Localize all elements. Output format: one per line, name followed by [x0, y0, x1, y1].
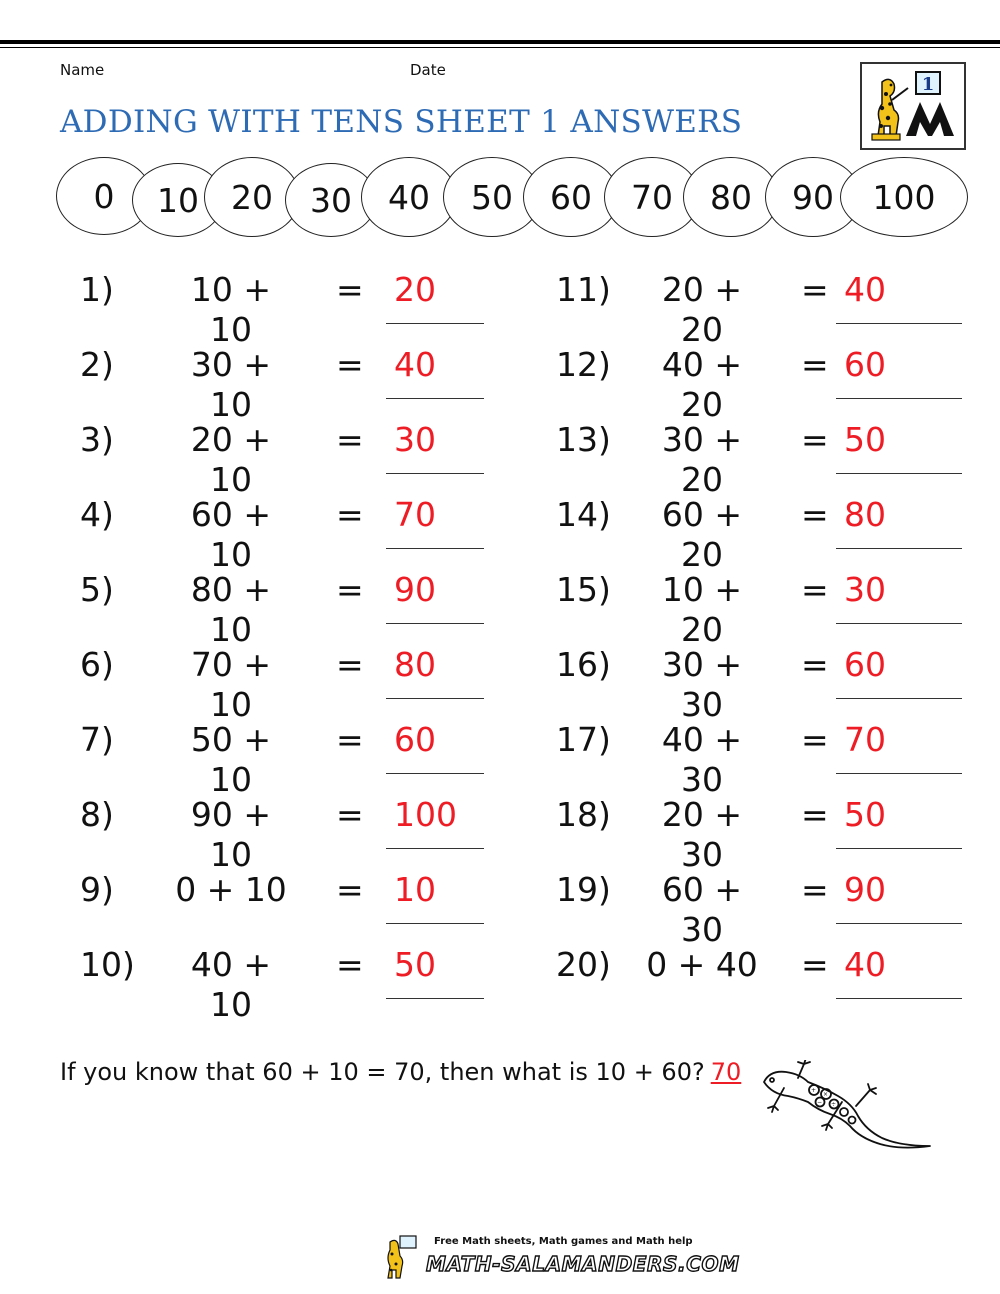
- answer-value: 30: [844, 570, 886, 609]
- problem-number: 7): [80, 720, 114, 759]
- problem-expression: 30 + 20: [661, 420, 743, 499]
- answer-line: [386, 773, 484, 774]
- problem-row: [80, 939, 540, 1024]
- problem-expression: 30 + 30: [661, 645, 743, 724]
- problem-row: [80, 489, 540, 574]
- answer-value: 100: [394, 795, 457, 834]
- equals-sign: =: [336, 345, 364, 384]
- problem-expression: 40 + 10: [190, 945, 272, 1024]
- problem-row: [80, 339, 540, 424]
- problem-expression: 80 + 10: [190, 570, 272, 649]
- problem-number: 10): [80, 945, 135, 984]
- equals-sign: =: [336, 270, 364, 309]
- equals-sign: =: [801, 495, 829, 534]
- answer-value: 10: [394, 870, 436, 909]
- answer-value: 60: [394, 720, 436, 759]
- number-oval: 60: [523, 157, 619, 237]
- equals-sign: =: [801, 345, 829, 384]
- answer-line: [386, 848, 484, 849]
- answer-value: 70: [394, 495, 436, 534]
- equals-sign: =: [336, 420, 364, 459]
- problem-number: 17): [556, 720, 611, 759]
- number-oval: 100: [840, 157, 968, 237]
- answer-value: 50: [844, 420, 886, 459]
- answer-value: 60: [844, 645, 886, 684]
- svg-text:÷: ÷: [831, 1101, 837, 1108]
- answer-line: [836, 398, 962, 399]
- answer-line: [836, 548, 962, 549]
- problem-number: 14): [556, 495, 611, 534]
- problem-row: [80, 564, 540, 649]
- answer-value: 50: [844, 795, 886, 834]
- bonus-question: [60, 1058, 741, 1086]
- answer-value: 20: [394, 270, 436, 309]
- answer-value: 60: [844, 345, 886, 384]
- footer-logo: [380, 1232, 740, 1282]
- number-line: [0, 0, 1000, 240]
- problem-row: [80, 264, 540, 349]
- answer-value: 80: [844, 495, 886, 534]
- answer-value: 90: [394, 570, 436, 609]
- problem-expression: 30 + 10: [190, 345, 272, 424]
- problem-row: [556, 489, 1000, 574]
- equals-sign: =: [336, 795, 364, 834]
- equals-sign: =: [801, 795, 829, 834]
- problem-number: 16): [556, 645, 611, 684]
- problem-number: 12): [556, 345, 611, 384]
- problem-expression: 10 + 10: [190, 270, 272, 349]
- problem-row: [556, 789, 1000, 874]
- problem-number: 4): [80, 495, 114, 534]
- footer-salamander-icon: [380, 1232, 426, 1280]
- number-oval: 10: [132, 163, 224, 237]
- problem-row: [80, 789, 540, 874]
- problem-row: [80, 414, 540, 499]
- equals-sign: =: [336, 720, 364, 759]
- problem-number: 2): [80, 345, 114, 384]
- problem-row: [556, 864, 1000, 949]
- answer-line: [386, 998, 484, 999]
- number-oval: 90: [765, 157, 861, 237]
- problem-row: [80, 714, 540, 799]
- problem-number: 18): [556, 795, 611, 834]
- problem-expression: 10 + 20: [661, 570, 743, 649]
- equals-sign: =: [336, 945, 364, 984]
- answer-line: [386, 623, 484, 624]
- answer-value: 90: [844, 870, 886, 909]
- problem-number: 6): [80, 645, 114, 684]
- footer-tagline: Free Math sheets, Math games and Math help: [434, 1236, 693, 1247]
- answer-line: [836, 698, 962, 699]
- equals-sign: =: [336, 570, 364, 609]
- svg-text:+: +: [811, 1087, 817, 1094]
- equals-sign: =: [801, 870, 829, 909]
- answer-value: 50: [394, 945, 436, 984]
- number-oval: 80: [683, 157, 779, 237]
- answer-line: [386, 473, 484, 474]
- footer-site-name: MATH-SALAMANDERS.COM: [426, 1252, 740, 1276]
- answer-line: [386, 398, 484, 399]
- answer-line: [836, 923, 962, 924]
- bonus-answer: 70: [710, 1058, 742, 1086]
- problem-expression: 20 + 20: [661, 270, 743, 349]
- answer-line: [836, 473, 962, 474]
- equals-sign: =: [801, 270, 829, 309]
- number-oval: 30: [285, 163, 377, 237]
- problem-row: [556, 414, 1000, 499]
- problem-number: 1): [80, 270, 114, 309]
- date-label: Date: [410, 61, 446, 79]
- equals-sign: =: [336, 495, 364, 534]
- answer-line: [386, 923, 484, 924]
- answer-line: [836, 323, 962, 324]
- number-oval: 20: [204, 157, 300, 237]
- problem-row: [556, 339, 1000, 424]
- problem-expression: 90 + 10: [190, 795, 272, 874]
- problem-number: 15): [556, 570, 611, 609]
- answer-line: [836, 848, 962, 849]
- problem-row: [556, 939, 1000, 1014]
- svg-text:×: ×: [823, 1091, 829, 1098]
- answer-value: 40: [844, 270, 886, 309]
- problem-expression: 0 + 10: [175, 870, 287, 909]
- equals-sign: =: [801, 570, 829, 609]
- problem-number: 8): [80, 795, 114, 834]
- problem-row: [80, 639, 540, 724]
- equals-sign: =: [801, 945, 829, 984]
- answer-value: 40: [844, 945, 886, 984]
- answer-line: [836, 773, 962, 774]
- problem-expression: 50 + 10: [190, 720, 272, 799]
- svg-text:−: −: [817, 1099, 823, 1106]
- number-oval: 0: [56, 157, 152, 235]
- problem-row: [556, 714, 1000, 799]
- problem-number: 9): [80, 870, 114, 909]
- problem-number: 19): [556, 870, 611, 909]
- problem-row: [556, 264, 1000, 349]
- problem-expression: 60 + 10: [190, 495, 272, 574]
- answer-line: [386, 698, 484, 699]
- number-oval: 40: [361, 157, 457, 237]
- problem-row: [80, 864, 540, 939]
- number-oval: 50: [443, 157, 541, 237]
- answer-line: [386, 323, 484, 324]
- problem-row: [556, 564, 1000, 649]
- answer-line: [386, 548, 484, 549]
- problem-expression: 40 + 30: [661, 720, 743, 799]
- answer-value: 40: [394, 345, 436, 384]
- problem-expression: 20 + 10: [190, 420, 272, 499]
- problem-number: 11): [556, 270, 611, 309]
- equals-sign: =: [801, 420, 829, 459]
- salamander-illustration-icon: [758, 1060, 938, 1170]
- number-oval: 70: [604, 157, 700, 237]
- equals-sign: =: [801, 720, 829, 759]
- problem-row: [556, 639, 1000, 724]
- problem-expression: 20 + 30: [661, 795, 743, 874]
- answer-line: [836, 998, 962, 999]
- problem-number: 3): [80, 420, 114, 459]
- problem-expression: 60 + 20: [661, 495, 743, 574]
- problem-number: 5): [80, 570, 114, 609]
- bonus-question-text: If you know that 60 + 10 = 70, then what is 10 + 60?: [60, 1058, 705, 1086]
- answer-value: 30: [394, 420, 436, 459]
- equals-sign: =: [801, 645, 829, 684]
- problem-number: 20): [556, 945, 611, 984]
- name-label: Name: [60, 61, 105, 79]
- equals-sign: =: [336, 870, 364, 909]
- problem-expression: 0 + 40: [646, 945, 758, 984]
- answer-line: [836, 623, 962, 624]
- answer-value: 70: [844, 720, 886, 759]
- problem-expression: 70 + 10: [190, 645, 272, 724]
- svg-text:1: 1: [921, 74, 935, 95]
- page-title: ADDING WITH TENS SHEET 1 ANSWERS: [60, 104, 743, 140]
- equals-sign: =: [336, 645, 364, 684]
- problem-expression: 40 + 20: [661, 345, 743, 424]
- problem-expression: 60 + 30: [661, 870, 743, 949]
- problem-number: 13): [556, 420, 611, 459]
- answer-value: 80: [394, 645, 436, 684]
